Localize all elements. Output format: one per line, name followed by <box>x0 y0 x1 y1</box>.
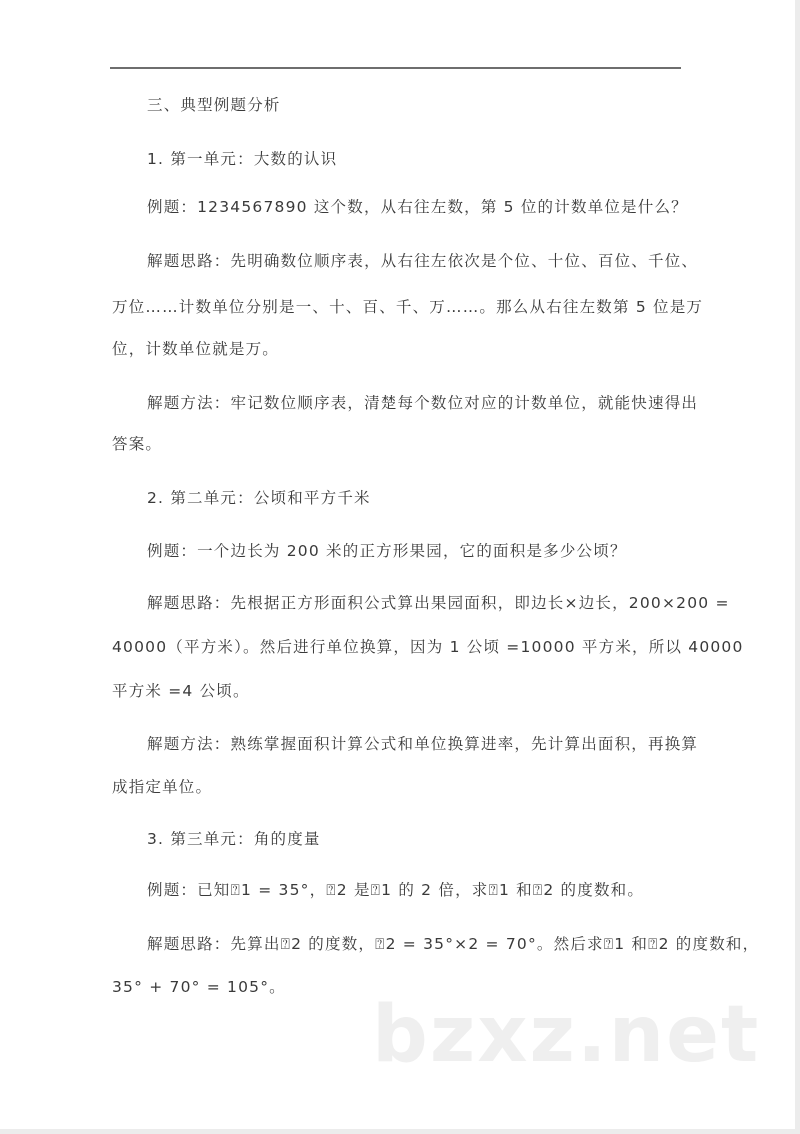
header-rule <box>110 67 681 69</box>
unit-2-thinking-line-1: 解题思路：先根据正方形面积公式算出果园面积，即边长×边长，200×200 = <box>147 594 730 612</box>
unit-1-thinking-line-3: 位，计数单位就是万。 <box>112 340 280 358</box>
unit-2-thinking-line-3: 平方米 =4 公顷。 <box>112 682 250 700</box>
section-title: 三、典型例题分析 <box>147 96 281 114</box>
unit-1-method-line-1: 解题方法：牢记数位顺序表，清楚每个数位对应的计数单位，就能快速得出 <box>147 394 699 412</box>
unit-2-thinking-line-2: 40000（平方米）。然后进行单位换算，因为 1 公顷 =10000 平方米，所以 40000 <box>112 638 744 656</box>
unit-1-method-line-2: 答案。 <box>112 435 163 453</box>
page-edge-bottom <box>0 1129 800 1134</box>
unit-3-thinking-line-1: 解题思路：先算出⍰2 的度数，⍰2 = 35°×2 = 70°。然后求⍰1 和⍰2 的度数和， <box>147 935 760 953</box>
page-edge-right <box>795 0 800 1134</box>
unit-1-thinking-line-1: 解题思路：先明确数位顺序表，从右往左依次是个位、十位、百位、千位、 <box>147 252 699 270</box>
unit-3-thinking-line-2: 35° + 70° = 105°。 <box>112 978 286 996</box>
unit-1-example: 例题：1234567890 这个数，从右往左数，第 5 位的计数单位是什么？ <box>147 198 688 216</box>
unit-2-method-line-1: 解题方法：熟练掌握面积计算公式和单位换算进率，先计算出面积，再换算 <box>147 735 699 753</box>
unit-1-heading: 1. 第一单元：大数的认识 <box>147 150 338 168</box>
unit-1-thinking-line-2: 万位……计数单位分别是一、十、百、千、万……。那么从右往左数第 5 位是万 <box>112 298 704 316</box>
unit-2-example: 例题：一个边长为 200 米的正方形果园，它的面积是多少公顷？ <box>147 542 627 560</box>
unit-2-method-line-2: 成指定单位。 <box>112 778 213 796</box>
watermark: bzxz.net <box>372 990 761 1080</box>
unit-3-example: 例题：已知⍰1 = 35°，⍰2 是⍰1 的 2 倍，求⍰1 和⍰2 的度数和。 <box>147 881 645 899</box>
unit-2-heading: 2. 第二单元：公顷和平方千米 <box>147 489 371 507</box>
unit-3-heading: 3. 第三单元：角的度量 <box>147 830 321 848</box>
